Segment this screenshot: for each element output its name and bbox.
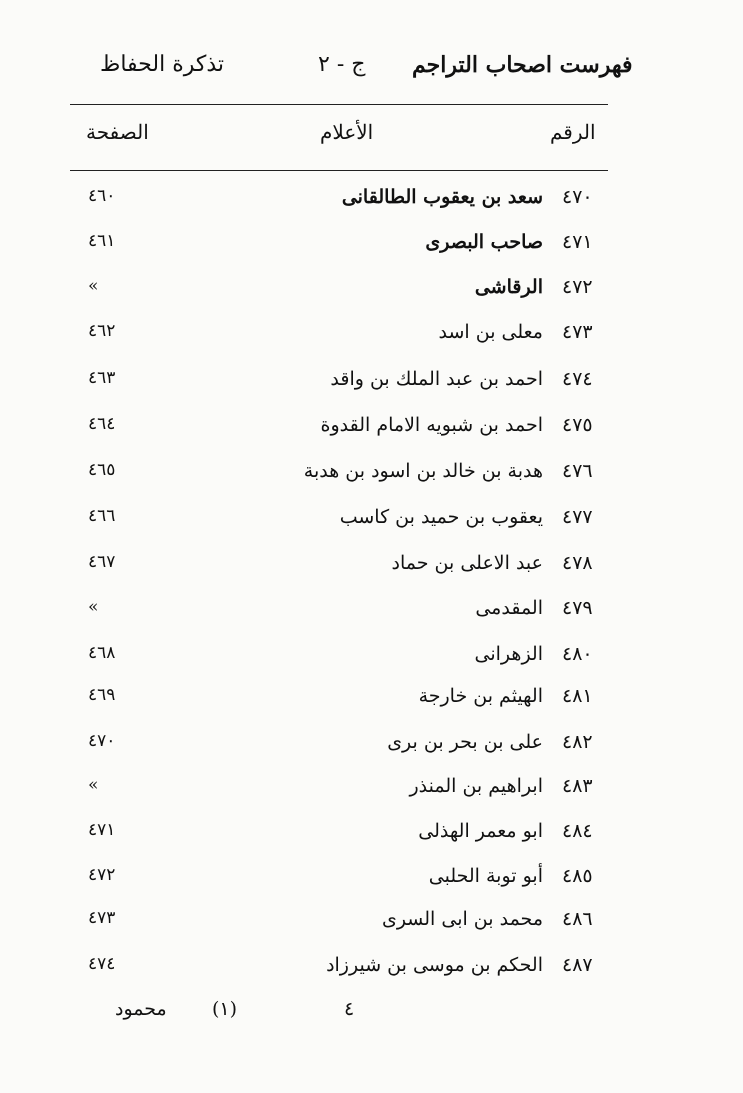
entry-name: الحكم بن موسى بن شيرزاد — [326, 954, 543, 976]
list-item — [0, 731, 743, 763]
list-item — [0, 552, 743, 584]
entry-number: ٤٨١ — [562, 685, 593, 707]
column-header-number: الرقم — [550, 120, 596, 144]
entry-page: ٤٦٩ — [88, 685, 116, 705]
list-item — [0, 775, 743, 807]
entry-name: عبد الاعلى بن حماد — [391, 552, 543, 574]
volume-label: ج - ٢ — [318, 52, 366, 77]
book-title: تذكرة الحفاظ — [100, 52, 224, 77]
list-item — [0, 276, 743, 308]
entry-number: ٤٨٤ — [562, 820, 593, 842]
list-item — [0, 321, 743, 353]
list-item — [0, 460, 743, 492]
entry-number: ٤٧٦ — [562, 460, 593, 482]
entry-number: ٤٨٦ — [562, 908, 593, 930]
entry-page: ٤٦٢ — [88, 321, 116, 341]
entry-number: ٤٧٥ — [562, 414, 593, 436]
list-item — [0, 643, 743, 675]
entry-number: ٤٨٣ — [562, 775, 593, 797]
list-item — [0, 186, 743, 218]
entry-page: ٤٧٤ — [88, 954, 116, 974]
entry-number: ٤٧٢ — [562, 276, 593, 298]
page-header — [0, 52, 743, 86]
entry-page: ٤٦٨ — [88, 643, 116, 663]
entry-page: » — [88, 775, 99, 795]
list-item — [0, 368, 743, 400]
entry-page: ٤٧١ — [88, 820, 116, 840]
entry-number: ٤٨٧ — [562, 954, 593, 976]
column-header-name: الأعلام — [320, 120, 374, 144]
entry-page: ٤٦٠ — [88, 186, 116, 206]
entry-page: ٤٦١ — [88, 231, 116, 251]
list-item — [0, 685, 743, 717]
list-item — [0, 908, 743, 940]
index-title: فهرست اصحاب التراجم — [412, 52, 633, 78]
entry-number: ٤٧٨ — [562, 552, 593, 574]
entry-page: ٤٦٧ — [88, 552, 116, 572]
entry-page: ٤٦٦ — [88, 506, 116, 526]
entry-name: احمد بن شبويه الامام القدوة — [320, 414, 543, 436]
footer-sheet-mark: (١) — [212, 998, 238, 1020]
entry-name: هدبة بن خالد بن اسود بن هدبة — [303, 460, 543, 482]
list-item — [0, 231, 743, 263]
entry-number: ٤٧١ — [562, 231, 593, 253]
header-rule — [70, 104, 608, 105]
entry-page: » — [88, 597, 99, 617]
entry-name: الهيثم بن خارجة — [418, 685, 543, 707]
entry-number: ٤٨٠ — [562, 643, 593, 665]
entry-page: ٤٧٢ — [88, 865, 116, 885]
entry-name: على بن بحر بن برى — [387, 731, 543, 753]
column-rule — [70, 170, 608, 171]
entry-name: ابو معمر الهذلى — [418, 820, 543, 842]
entry-name: صاحب البصرى — [425, 231, 543, 253]
entry-number: ٤٧٧ — [562, 506, 593, 528]
list-item — [0, 414, 743, 446]
entry-page: ٤٦٥ — [88, 460, 116, 480]
list-item — [0, 597, 743, 629]
entry-name: الزهرانى — [474, 643, 543, 665]
entry-number: ٤٧٣ — [562, 321, 593, 343]
entry-name: أبو توبة الحلبى — [428, 865, 543, 887]
footer-signature: محمود — [115, 998, 167, 1020]
list-item — [0, 954, 743, 986]
entry-page: ٤٧٣ — [88, 908, 116, 928]
entry-name: المقدمى — [475, 597, 543, 619]
list-item — [0, 506, 743, 538]
entry-page: ٤٦٤ — [88, 414, 116, 434]
entry-number: ٤٧٤ — [562, 368, 593, 390]
entry-name: محمد بن ابى السرى — [381, 908, 543, 930]
entry-name: معلى بن اسد — [438, 321, 543, 343]
entry-page: » — [88, 276, 99, 296]
footer-page-number: ٤ — [344, 998, 355, 1020]
entry-name: يعقوب بن حميد بن كاسب — [339, 506, 543, 528]
list-item — [0, 820, 743, 852]
entry-name: سعد بن يعقوب الطالقانى — [341, 186, 543, 208]
entry-name: احمد بن عبد الملك بن واقد — [330, 368, 543, 390]
column-header-page: الصفحة — [86, 120, 149, 144]
entry-number: ٤٧٠ — [562, 186, 593, 208]
entry-name: ابراهيم بن المنذر — [409, 775, 543, 797]
entry-number: ٤٧٩ — [562, 597, 593, 619]
entry-name: الرقاشى — [474, 276, 543, 298]
entry-number: ٤٨٢ — [562, 731, 593, 753]
list-item — [0, 865, 743, 897]
entry-number: ٤٨٥ — [562, 865, 593, 887]
entry-page: ٤٧٠ — [88, 731, 116, 751]
entry-page: ٤٦٣ — [88, 368, 116, 388]
